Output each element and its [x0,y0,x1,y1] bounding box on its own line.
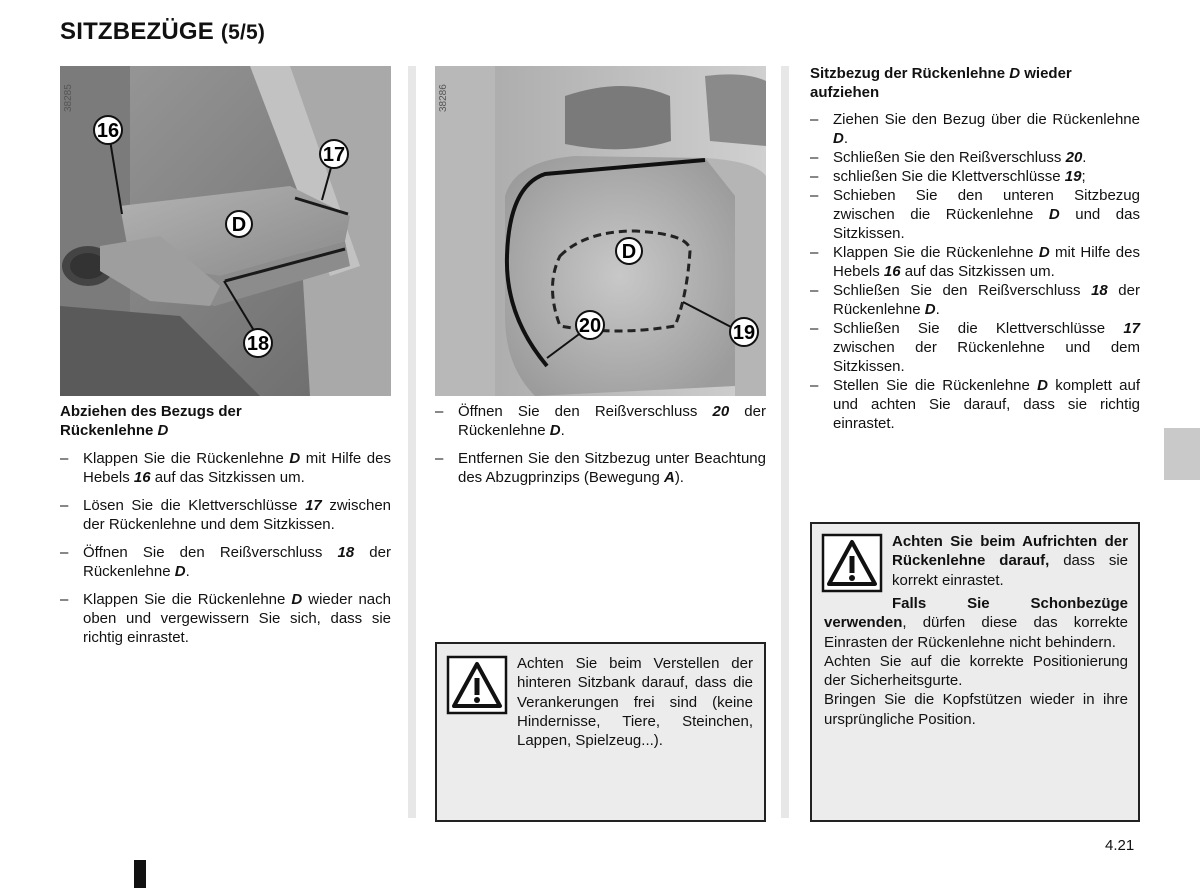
warning-triangle-icon [447,656,507,714]
step-text: Schieben Sie den unteren Sitzbezug zwischen die Rückenlehne [833,187,1140,223]
step-reference: A [663,469,675,486]
step-text: . [185,563,190,580]
step-text: Schließen Sie den Reißverschluss [833,149,1066,166]
step-reference: 17 [1123,320,1140,337]
heading-ref: D [157,422,169,439]
step-text: zwischen der Rückenlehne und dem Sitzkissen. [833,339,1140,375]
heading-line: Abziehen des Bezugs der [60,403,242,420]
step-text: Stellen Sie die Rückenlehne [833,377,1038,394]
steps-list-open [435,402,766,496]
step-text: Öffnen Sie den Reißverschluss [83,544,338,561]
warning-text-top [517,654,753,750]
step-text: Klappen Sie die Rückenlehne [833,244,1039,261]
step-reference: 16 [133,469,151,486]
step-text: auf das Sitzkissen um. [900,263,1055,280]
step-text: Klappen Sie die Rückenlehne [83,591,292,608]
step-text: der Rückenlehne [83,544,391,580]
step-item [810,186,1140,243]
step-item [810,319,1140,376]
step-text: zwischen der Rückenlehne und dem Sitzkissen. [83,497,392,533]
step-text: komplett auf und achten Sie darauf, dass sie richtig einrastet. [833,377,1140,432]
steps-list-refit [810,110,1140,433]
step-reference: 20 [1065,149,1083,166]
step-text: ; [1081,168,1086,185]
step-reference: D [549,422,561,439]
step-item [810,281,1140,319]
steps-list-remove [60,449,391,656]
step-reference: D [833,130,844,147]
step-item [810,110,1140,148]
column-separator [408,66,416,818]
step-item [810,148,1140,167]
photo-seat-folded-illustration [60,66,391,396]
step-item [435,402,766,440]
step-text: . [1082,149,1087,166]
callout-d: D [621,241,637,263]
callout-20: 20 [578,315,602,337]
step-item [810,376,1140,433]
step-item [810,243,1140,281]
page-number: 4.21 [1105,837,1135,854]
warning-text: Achten Sie beim Verstellen der hinteren Sitzbank darauf, dass die Verankerungen frei sind (keine Hindernisse, Tiere, Steinchen, Lappen, Spielzeug...). [517,655,753,750]
step-reference: D [291,591,303,608]
crop-mark [134,860,146,888]
section-heading-remove [60,402,242,440]
title-pages: (5/5) [220,21,266,44]
step-reference: 16 [883,263,901,280]
section-heading-refit [810,64,1140,102]
title-text: SITZBEZÜGE [60,18,215,45]
step-reference: D [1038,244,1050,261]
step-reference: D [1048,206,1060,223]
step-text: auf das Sitzkissen um. [150,469,305,486]
step-reference: 18 [337,544,355,561]
step-text: . [935,301,940,318]
chapter-tab [1164,428,1200,480]
step-text: der Rückenlehne [833,282,1140,318]
warning-rest: , dürfen diese das korrekte Einrasten der Rückenlehne nicht behindern. [824,614,1128,651]
step-text: ). [674,469,684,486]
warning-bold: Falls Sie Schonbezüge verwenden [824,595,1128,632]
step-text: wieder nach oben und vergewissern Sie sich, dass sie richtig einrastet. [83,591,391,646]
warning-box [435,642,766,822]
heading-line: Rückenlehne [60,422,154,439]
callout-16: 16 [96,120,120,142]
step-text: Öffnen Sie den Reißverschluss [458,403,713,420]
heading-line: Sitzbezug der Rückenlehne [810,65,1006,82]
warning-bold: Achten Sie beim Aufrichten der Rückenlehne darauf, [892,533,1128,570]
step-reference: 20 [712,403,730,420]
step-text: der Rückenlehne [458,403,766,439]
step-text: mit Hilfe des Hebels [83,450,391,486]
callout-d: D [231,214,247,236]
photo-seat-backrest [435,66,766,396]
step-text: Ziehen Sie den Bezug über die Rückenlehne [833,111,1140,128]
heading-line: aufziehen [810,84,880,101]
step-text: Entfernen Sie den Sitzbezug unter Beachtung des Abzugprinzips (Bewegung [458,450,766,486]
step-text: . [560,422,565,439]
step-text: schließen Sie die Klettverschlüsse [833,168,1065,185]
photo-seat-folded [60,66,391,396]
warning-line: Bringen Sie die Kopfstützen wieder in ihre ursprüngliche Position. [824,691,1128,728]
step-text: Lösen Sie die Klettverschlüsse [83,497,306,514]
page-title [60,18,265,46]
step-reference: D [924,301,936,318]
warning-box-refit [810,522,1140,822]
step-reference: D [289,450,301,467]
warning-triangle-icon [822,534,882,592]
callout-17: 17 [322,144,346,166]
heading-line: wieder [1024,65,1072,82]
step-text: Schließen Sie die Klettverschlüsse [833,320,1124,337]
step-text: mit Hilfe des Hebels [833,244,1140,280]
step-text: Schließen Sie den Reißverschluss [833,282,1092,299]
warning-intro [892,532,1128,590]
photo-code: 38286 [438,84,449,112]
step-reference: 17 [305,497,322,514]
step-item [810,167,1140,186]
step-item [60,590,391,647]
heading-ref: D [1009,65,1021,82]
callout-19: 19 [732,322,756,344]
photo-seat-backrest-illustration [435,66,766,396]
callout-18: 18 [246,333,270,355]
step-reference: D [1037,377,1048,394]
step-text: und das Sitzkissen. [833,206,1140,242]
step-item [60,449,391,487]
step-text: Klappen Sie die Rückenlehne [83,450,290,467]
column-separator [781,66,789,818]
step-item [60,543,391,581]
step-item [60,496,391,534]
warning-line: Achten Sie auf die korrekte Positionierung der Sicherheitsgurte. [824,652,1128,690]
step-item [435,449,766,487]
step-text: . [843,130,849,147]
step-reference: 18 [1091,282,1108,299]
photo-code: 38285 [63,84,74,112]
step-reference: D [174,563,186,580]
warning-body [824,594,1128,729]
warning-rest: dass sie korrekt einrastet. [892,552,1128,589]
step-reference: 19 [1064,168,1082,185]
